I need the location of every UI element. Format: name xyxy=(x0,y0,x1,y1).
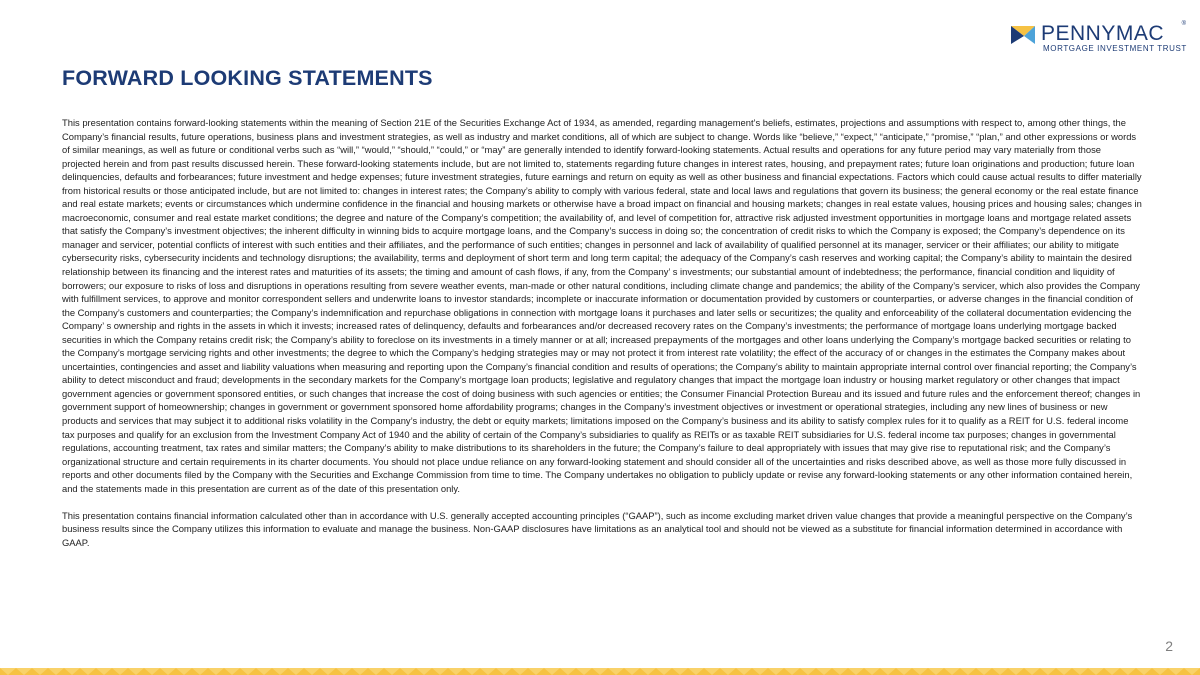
bottom-decorative-band xyxy=(0,668,1200,675)
non-gaap-paragraph: This presentation contains financial information calculated other than in accordance with U.S. generally accepted accounting principles (“GAAP”), such as income excluding market driven value changes that provide a meaningful perspective on the Company’s business results since the Company utilizes this information to evaluate and manage the business. Non-GAAP disclosures have limitations as an analytical tool and should not be viewed as a substitute for financial information determined in accordance with GAAP. xyxy=(62,509,1133,548)
statement-body xyxy=(62,116,1142,550)
pennymac-logo xyxy=(1011,22,1186,56)
chevron-pattern-icon xyxy=(0,668,1200,675)
page-title: FORWARD LOOKING STATEMENTS xyxy=(62,66,433,90)
logo-tagline: MORTGAGE INVESTMENT TRUST xyxy=(1043,44,1187,53)
page-number: 2 xyxy=(1165,638,1173,654)
pennymac-logo-mark-icon xyxy=(1011,26,1035,44)
logo-registered-mark: ® xyxy=(1181,21,1186,27)
forward-looking-paragraph: This presentation contains forward-looking statements within the meaning of Section 21E of the Securities Exchange Act of 1934, as amended, regarding management’s beliefs, estimates, projections and assumptions with respect to, among other things, the Company’s financial results, future operations, business plans and investment strategies, as well as industry and market conditions, all of which are subject to change. Words like “believe,” “expect,” “anticipate,” “promise,” “plan,” and other expressions or words of similar meanings, as well as future or conditional verbs such as “will,” “would,” “should,” “could,” or “may” are generally intended to identify forward-looking statements. Actual results and operations for any future period may vary materially from those projected herein and from past results discussed herein. These forward-looking statements include, but are not limited to, statements regarding future changes in interest rates, housing, and prepayment rates; future loan originations and production; future loan delinquencies, defaults and forbearances; future investment and hedge expenses; future investment strategies, future earnings and return on equity as well as other business and financial expectations. Factors which could cause actual results to differ materially from historical results or those anticipated include, but are not limited to: changes in interest rates; the Company’s ability to comply with various federal, state and local laws and regulations that govern its business; the general economy or the real estate finance and real estate markets; events or circumstances which undermine confidence in the financial and housing markets or otherwise have a broad impact on financial and housing markets; changes in real estate values, housing prices and housing sales; changes in macroeconomic, consumer and real estate market conditions; the degree and nature of the Company’s competition; the availability of, and level of competition for, attractive risk adjusted investment opportunities in mortgage loans and mortgage related assets that satisfy the Company’s investment objectives; the inherent difficulty in winning bids to acquire mortgage loans, and the Company’s success in doing so; the concentration of credit risks to which the Company is exposed; the Company’s dependence on its manager and servicer, potential conflicts of interest with such entities and their affiliates, and the performance of such entities; changes in personnel and lack of availability of qualified personnel at its manager, servicer or their affiliates; our ability to mitigate cybersecurity risks, cybersecurity incidents and technology disruptions; the availability, terms and deployment of short term and long term capital; the adequacy of the Company’s cash reserves and working capital; the Company’s ability to maintain the desired relationship between its financing and the interest rates and maturities of its assets; the timing and amount of cash flows, if any, from the Company’ s investments; our substantial amount of indebtedness; the performance, financial condition and liquidity of borrowers; our exposure to risks of loss and disruptions in operations resulting from severe weather events, man-made or other natural conditions, including climate change and pandemics; the ability of the Company’s servicer, which also provides the Company with fulfillment services, to approve and monitor correspondent sellers and underwrite loans to investor standards; incomplete or inaccurate information or documentation provided by customers or counterparties, or adverse changes in the financial condition of the Company’s customers and counterparties; the Company’s indemnification and repurchase obligations in connection with mortgage loans it purchases and later sells or securitizes; the quality and enforceability of the collateral documentation evidencing the Company’ s ownership and rights in the assets in which it invests; increased rates of delinquency, defaults and forbearances and/or decreased recovery rates on the Company’s investments; the performance of mortgage loans underlying mortgage backed securities in which the Company retains credit risk; the Company’s ability to foreclose on its investments in a timely manner or at all; increased prepayments of the mortgages and other loans underlying the Company’s mortgage backed securities or relating to the Company’s mortgage servicing rights and other investments; the degree to which the Company’s hedging strategies may or may not protect it from interest rate volatility; the effect of the accuracy of or changes in the estimates the Company makes about uncertainties, contingencies and asset and liability valuations when measuring and reporting upon the Company’s financial condition and results of operations; the Company’s ability to maintain appropriate internal control over financial reporting; the Company’s ability to detect misconduct and fraud; developments in the secondary markets for the Company’s mortgage loan products; legislative and regulatory changes that impact the mortgage loan industry or housing market regulatory or other changes that impact government agencies or government sponsored entities, or such changes that increase the cost of doing business with such agencies or entities; the Consumer Financial Protection Bureau and its issued and future rules and the enforcement thereof; changes in government support of homeownership; changes in government or government sponsored home affordability programs; changes in the Company’s investment objectives or investment or operational strategies, including any new lines of business or new products and services that may subject it to additional risks volatility in the Company’s industry, the debt or equity markets; limitations imposed on the Company’s business and its ability to satisfy complex rules for it to qualify as a REIT for U.S. federal income tax purposes and qualify for an exclusion from the Investment Company Act of 1940 and the ability of certain of the Company’s subsidiaries to qualify as REITs or as taxable REIT subsidiaries for U.S. federal income tax purposes; changes in governmental regulations, accounting treatment, tax rates and similar matters; the Company’s ability to make distributions to its shareholders in the future; the Company’s failure to deal appropriately with issues that may give rise to reputational risk; and the Company’s organizational structure and certain requirements in its charter documents. You should not place undue reliance on any forward-looking statement and should consider all of the uncertainties and risks described above, as well as those more fully discussed in reports and other documents filed by the Company with the Securities and Exchange Commission from time to time. The Company undertakes no obligation to publicly update or revise any forward-looking statements or any other information contained herein, and the statements made in this presentation are current as of the date of this presentation only. xyxy=(62,117,1142,494)
logo-wordmark: PENNYMAC xyxy=(1041,22,1165,45)
